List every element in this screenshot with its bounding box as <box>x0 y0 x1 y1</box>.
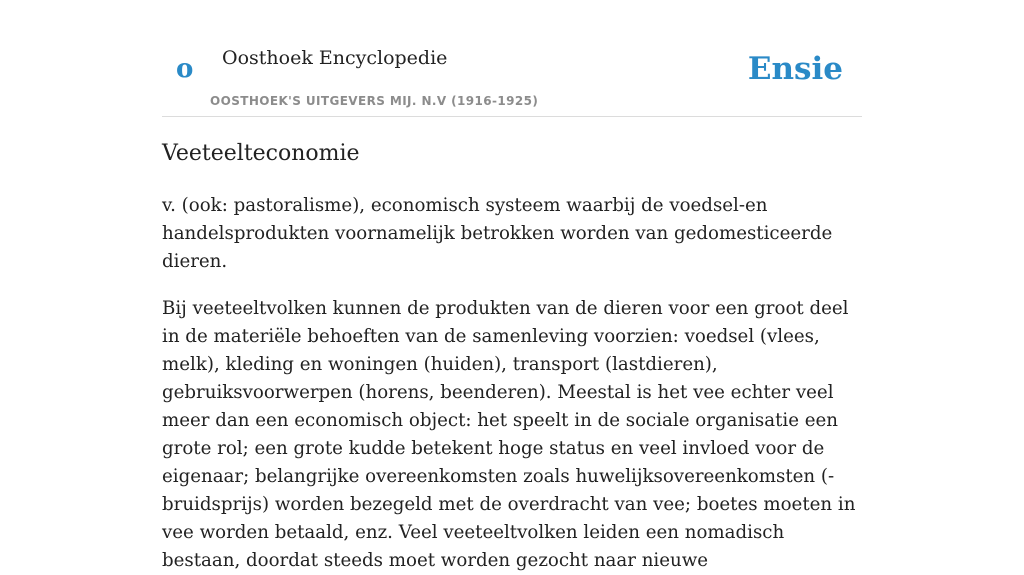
brand-logo-link[interactable]: Ensie <box>747 51 843 87</box>
publisher-subtitle: OOSTHOEK'S UITGEVERS MIJ. N.V (1916-1925) <box>210 94 539 108</box>
article-title: Veeteelteconomie <box>162 141 360 166</box>
logo-mark[interactable]: o <box>176 54 194 84</box>
encyclopedia-title-link[interactable]: Oosthoek Encyclopedie <box>222 47 448 69</box>
article-paragraph-body: Bij veeteeltvolken kunnen de produkten van de dieren voor een groot deel in de materiële behoeften van de samenleving voorzien: voedsel (vlees, melk), kleding en woningen (huiden), transport (lastdieren), gebruiksvoorwerpen (horens, beenderen). Meestal is het vee echter veel meer dan een economisch object: het speelt in de sociale organisatie een grote rol; een grote kudde betekent hoge status en veel invloed voor de eigenaar; belangrijke overeenkomsten zoals huwelijksovereenkomsten (-bruidsprijs) worden bezegeld met de overdracht van vee; boetes moeten in vee worden betaald, enz. Veel veeteeltvolken leiden een nomadisch bestaan, doordat steeds moet worden gezocht naar nieuwe <box>162 298 856 571</box>
article <box>162 140 862 575</box>
article-paragraph-definition: v. (ook: pastoralisme), economisch systeem waarbij de voedsel-en handelsprodukten voornamelijk betrokken worden van gedomesticeerde dieren. <box>162 195 833 272</box>
site-header <box>162 0 862 117</box>
